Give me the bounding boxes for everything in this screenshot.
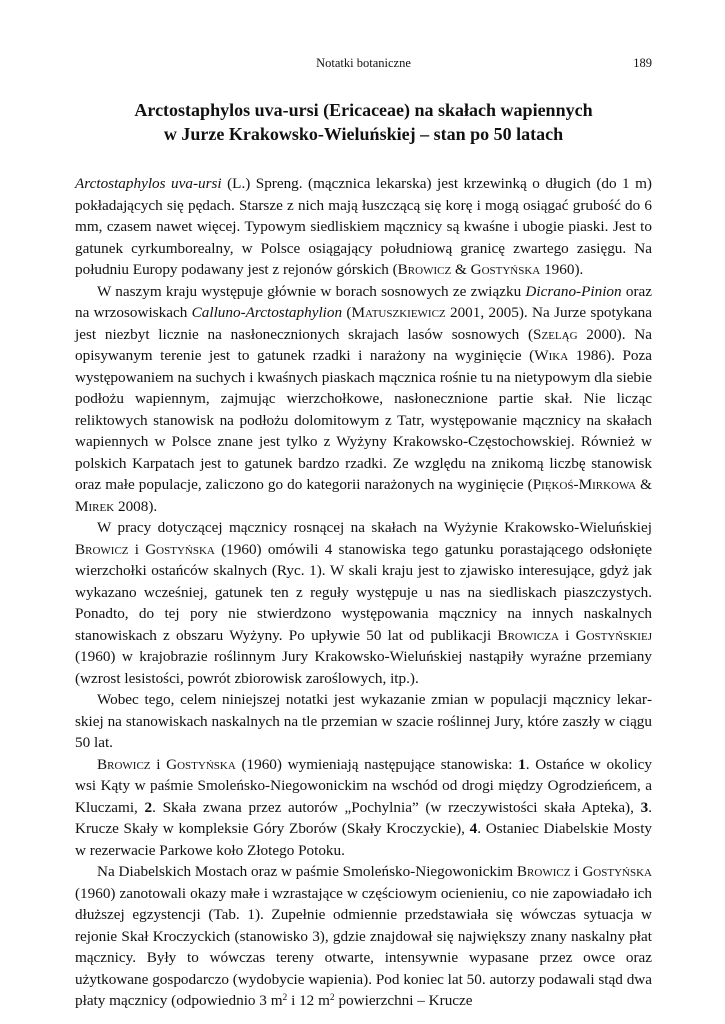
paragraph-text: 2000). Na opisywanym terenie jest to gatunek rzadki i narażony na wyginięcie ( (75, 325, 652, 364)
citation-author: Browicza (497, 626, 559, 644)
citation-author: Browicz (397, 261, 452, 278)
paragraph-text: . Krucze Skały w kompleksie Góry Zborów (Skały Kroczyckie), (75, 798, 652, 837)
paragraph-text: . Ostaniec Diabelskie Mosty w rezerwacie Parkowe koło Złotego Potoku. (75, 820, 653, 859)
paragraph-text: W pracy dotyczącej mącznicy rosnącej na skałach na Wyżynie Krakowsko-Wieluńskiej (97, 519, 652, 536)
superscript: 2 (282, 993, 288, 1004)
citation-author: Gostyńska (166, 755, 236, 773)
article-title (75, 98, 652, 146)
paragraph-text: oraz na wrzosowiskach (75, 282, 652, 321)
paragraph-text: 2001, 2005). Na Jurze spotykana jest niezbyt licznie na nasłonecznionych skrajach lasów sosnowych ( (75, 304, 653, 343)
paragraph-text: . Skała zwana przez autorów „Pochylnia” (w rzeczywistości skała Apteka), (152, 798, 641, 816)
site-number: 3 (640, 798, 649, 816)
citation-author: Piękoś-Mirkowa (532, 476, 637, 493)
citation-author: Browicz (75, 540, 129, 558)
paragraph-text: (1960) w krajobrazie roślinnym Jury Krakowsko-Wieluńskiej nastąpiły wyraźne przemiany (wzrost lesistości, powrót zbiorowisk zaroślowych, itp.). (75, 648, 652, 687)
species-name: Arctostaphylos uva-ursi (75, 175, 222, 192)
citation-author: Browicz (97, 755, 151, 773)
paragraph-text: (1960) wymieniają następujące stanowiska: (235, 755, 519, 773)
running-title: Notatki botaniczne (316, 56, 411, 70)
article-body (75, 173, 652, 1012)
paragraph-text: 1960). (540, 261, 584, 278)
syntaxon-name: Dicrano-Pinion (525, 282, 622, 300)
paragraph-text: ( (342, 304, 352, 321)
citation-author: Browicz (516, 863, 571, 880)
citation-author: Szeląg (533, 325, 578, 343)
citation-author: Gostyńska (582, 863, 652, 880)
running-head (75, 56, 652, 78)
citation-author: Mirek (75, 497, 115, 515)
site-number: 4 (469, 820, 478, 837)
site-number: 2 (144, 798, 153, 816)
paragraph-6 (75, 861, 652, 1012)
citation-author: Gostyńska (145, 540, 215, 558)
paragraph-text: i 12 m (287, 992, 330, 1009)
page-number: 189 (633, 56, 652, 70)
paragraph-text: & (636, 476, 652, 493)
paragraph-text: & (451, 261, 471, 278)
paragraph-text: 2008). (114, 497, 158, 515)
paragraph-text: i (128, 540, 146, 558)
citation-author: Gostyńska (470, 261, 541, 278)
paragraph-text: 1986). Poza występowaniem na suchych i kwaśnych piaskach mącznica rośnie tu na nietypowym dla siebie podłożu wapiennym, zajmując wierzchołkowe, nasłonecznione partie skał. Nie licząc reliktowych stanowisk na podłożu dolomitowym z Tatr, występowanie mącznicy na skałach wapiennych w Polsce znane jest tylko z Wyżyny Krakowsko-Częstochowskiej. Również w polskich Karpatach jest to gatunek bardzo rzadki. Ze względu na znikomą liczbę stanowisk oraz małe populacje, zaliczono go do kategorii narażonych na wyginięcie ( (75, 347, 652, 493)
paragraph-4 (75, 689, 652, 754)
paragraph-text: i (558, 626, 576, 644)
paragraph-text: (L.) Spreng. (mącznica lekarska) jest krzewinką o długich (do 1 m) pokładających się pędach. Starsze z nich mają łuszczącą się korę i mogą osiągać grubość do 6 mm, czasem nawet więcej. Typowym siedliskiem mącznicy są kwaśne i ubogie piaski. Jest to gatunek cyrkumborealny, w Polsce osiągający południową granicę zwartego zasięgu. Na południu Europy podawany jest z rejonów górskich ( (75, 175, 652, 278)
paragraph-text: W naszym kraju występuje głównie w borach sosnowych ze związku (97, 282, 526, 300)
citation-author: Wika (534, 347, 569, 364)
paragraph-5 (75, 754, 652, 862)
paragraph-text: Wobec tego, celem niniejszej notatki jest wykazanie zmian w populacji mącznicy lekarskiej na stanowiskach naskalnych na tle przemian w szacie roślinnej Jury, które zaszły w ciągu 50 lat. (75, 691, 652, 751)
paragraph-1 (75, 173, 652, 281)
site-number: 1 (518, 755, 526, 773)
paragraph-2 (75, 281, 652, 518)
article-title-line-1: Arctostaphylos uva-ursi (Ericaceae) na skałach wapiennych (134, 100, 593, 120)
paragraph-3 (75, 517, 652, 689)
citation-author: Gostyńskiej (575, 626, 652, 644)
citation-author: Matuszkiewicz (351, 304, 446, 321)
article-title-line-2: w Jurze Krakowsko-Wieluńskiej – stan po 50 latach (163, 124, 564, 144)
superscript: 2 (329, 993, 335, 1004)
paragraph-text: powierzchni – Krucze (334, 992, 473, 1009)
paragraph-text: . Ostańce w okolicy wsi Kąty w paśmie Smoleńsko-Niegowonickim na wschód od drogi między Ogrodzieńcem, a Kluczami, (75, 755, 652, 816)
syntaxon-name: Calluno-Arctostaphylion (191, 304, 343, 321)
paragraph-text: Na Diabelskich Mostach oraz w paśmie Smoleńsko-Niegowonickim (97, 863, 517, 880)
paragraph-text: (1960) omówili 4 stanowiska tego gatunku porastającego odsłonięte wierzchołki ostańców skalnych (Ryc. 1). W skali kraju jest to zjawisko interesujące, gdyż jak wykazano wcześniej, gatunek ten z reguły występuje u nas na siedliskach piaszczystych. Ponadto, do tej pory nie stwierdzono występowania mącznicy na innych naskalnych stanowiskach z obszaru Wyżyny. Po upływie 50 lat od publikacji (75, 540, 652, 644)
paragraph-text: (1960) zanotowali okazy małe i wzrastające w częściowym ocienieniu, co nie zapowiadało ich dłuższej egzystencji (Tab. 1). Zupełnie odmiennie przedstawiała się wówczas sytuacja w rejonie Skał Kroczyckich (stanowisko 3), gdzie znajdował się największy znany naskalny płat mącznicy. Były to wówczas tereny otwarte, intensywnie wypasane przez owce oraz użytkowane gospodarczo (wydobycie wapienia). Pod koniec lat 50. autorzy podawali stąd dwa płaty mącznicy (odpowiednio 3 m (75, 884, 652, 1009)
paragraph-text: i (570, 863, 583, 880)
paragraph-text: i (150, 755, 167, 773)
